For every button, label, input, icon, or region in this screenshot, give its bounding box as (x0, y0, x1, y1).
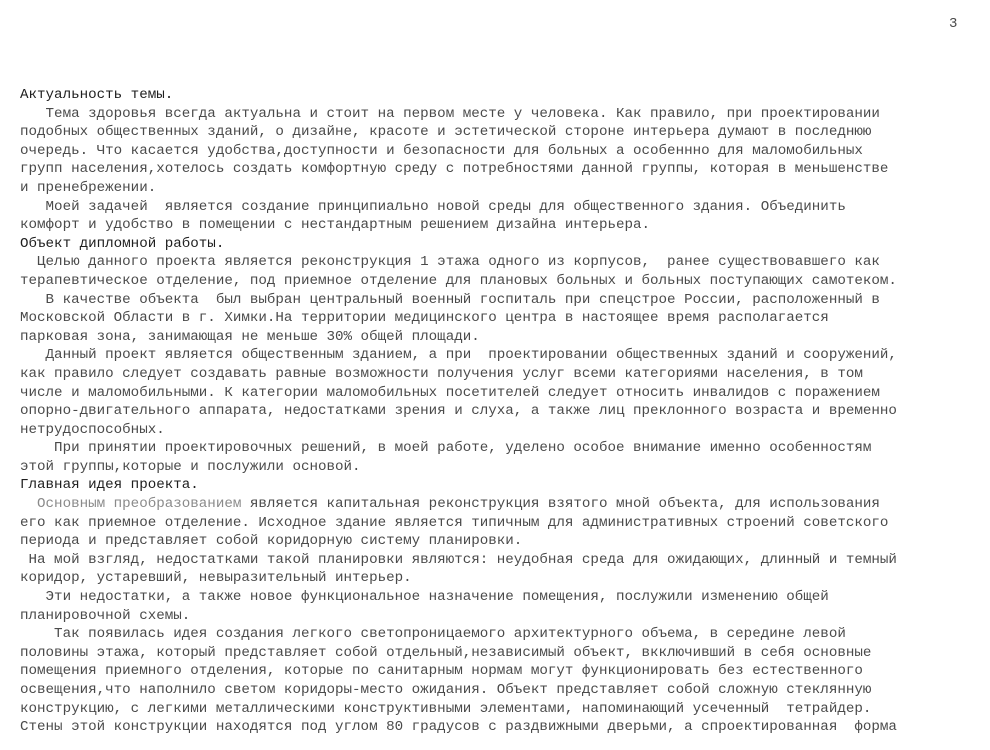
paragraph-line: его как приемное отделение. Исходное здание является типичным для административных строений советского (20, 514, 889, 531)
paragraph-line: Данный проект является общественным зданием, а при проектировании общественных зданий и сооружений, (20, 347, 897, 364)
paragraph-line: нетрудоспособных. (20, 421, 165, 438)
paragraph-line: В качестве объекта был выбран центральный военный госпиталь при спецстрое России, расположенный в (20, 291, 880, 308)
paragraph-line: подобных общественных зданий, о дизайне, красоте и эстетической стороне интерьера думают в последнюю (20, 124, 872, 141)
gray-phrase: Основным преобразованием (37, 496, 242, 513)
paragraph-line: числе и маломобильными. К категории маломобильных посетителей следует относить инвалидов с поражением (20, 384, 880, 401)
paragraph-line: половины этажа, который представляет собой отдельный,независимый объект, вкключивший в себя основные (20, 644, 872, 661)
heading-thesis-object: Объект дипломной работы. (20, 235, 225, 252)
paragraph-line: опорно-двигательного аппарата, недостатками зрения и слуха, а также лиц преклонного возраста и временно (20, 403, 897, 420)
document-body (20, 86, 980, 737)
paragraph-line: коридор, устаревший, невыразительный интерьер. (20, 570, 412, 587)
paragraph-line: При принятии проектировочных решений, в моей работе, уделено особое внимание именно особенностям (20, 440, 872, 457)
paragraph-line: конструкцию, с легкими металлическими конструктивными элементами, напоминающий усеченный тетрайдер. (20, 700, 872, 717)
paragraph-line: Целью данного проекта является реконструкция 1 этажа одного из корпусов, ранее существовавшего как (20, 254, 880, 271)
paragraph-line: групп населения,хотелось создать комфортную среду с потребностями данной группы, которая в меньшенстве (20, 161, 889, 178)
paragraph-line: периода и представляет собой коридорную систему планировки. (20, 533, 523, 550)
line-rest: является капитальная реконструкция взятого мной объекта, для использования (241, 496, 880, 513)
page-number: 3 (949, 16, 958, 32)
heading-main-idea: Главная идея проекта. (20, 477, 199, 494)
paragraph-line: Моей задачей является создание принципиально новой среды для общественного здания. Объединить (20, 198, 846, 215)
paragraph-line: планировочной схемы. (20, 607, 191, 624)
paragraph-line: и пренебрежении. (20, 179, 157, 196)
paragraph-line: комфорт и удобство в помещении с нестандартным решением дизайна интерьера. (20, 217, 651, 234)
paragraph-line: Так появилась идея создания легкого светопроницаемого архитектурного объема, в середине левой (20, 626, 846, 643)
paragraph-line: Московской Области в г. Химки.На территории медицинского центра в настоящее время располагается (20, 310, 829, 327)
paragraph-line: Тема здоровья всегда актуальна и стоит на первом месте у человека. Как правило, при проектировании (20, 105, 880, 122)
paragraph-line: парковая зона, занимающая не меньше 30% общей площади. (20, 328, 480, 345)
paragraph-line: этой группы,которые и послужили основой. (20, 458, 361, 475)
paragraph-line: как правило следует создавать равные возможности получения услуг всеми категориями населения, в том (20, 365, 863, 382)
paragraph-line: освещения,что наполнило светом коридоры-место ожидания. Объект представляет собой сложную стеклянную (20, 682, 872, 698)
heading-topic-relevance: Актуальность темы. (20, 87, 174, 103)
paragraph-line: На мой взгляд, недостатками такой планировки являются: неудобная среда для ожидающих, длинный и темный (20, 551, 897, 568)
paragraph-line: очередь. Что касается удобства,доступности и безопасности для больных а особеннно для маломобильных (20, 142, 863, 159)
paragraph-line: терапевтическое отделение, под приемное отделение для плановых больных и больных поступающих самотеком. (20, 272, 897, 289)
paragraph-line: Эти недостатки, а также новое функциональное назначение помещения, послужили изменению общей (20, 589, 829, 606)
paragraph-line-highlighted (20, 495, 980, 514)
paragraph-line: Стены этой конструкции находятся под углом 80 градусов с раздвижными дверьми, а спроектированная форма (20, 719, 897, 736)
indent (20, 496, 37, 512)
paragraph-line: помещения приемного отделения, которые по санитарным нормам могут функционировать без естественного (20, 663, 863, 680)
